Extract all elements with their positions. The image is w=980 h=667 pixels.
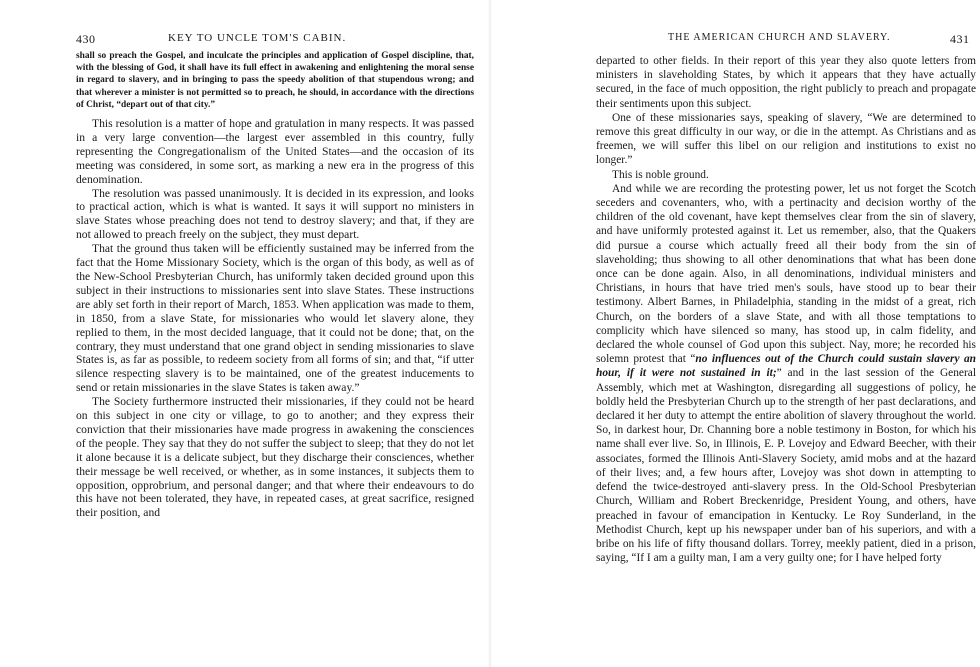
right-page bbox=[490, 0, 980, 667]
paragraph: The resolution was passed unanimously. It is decided in its expression, and looks to practical action, which is what is wanted. It says it will support no ministers in slave States whose preaching does not tend to destroy slavery; and that, if they are not allowed to preach freely on the subject, they must depart. bbox=[76, 186, 474, 242]
right-running-head: THE AMERICAN CHURCH AND SLAVERY. bbox=[668, 32, 891, 43]
italic-quote: no influences out of the Church could sustain slavery an hour, if it were not sustained in it; bbox=[596, 353, 976, 380]
paragraph: The Society furthermore instructed their missionaries, if they could not be heard on this subject in one city or village, to go to another; and they express their conviction that their missionaries have made progress in awakening the consciences of the people. They say that they do not suffer the subject to sleep; that they do not let it alone because it is a delicate subject, but they discharge their consciences, whether their message be well received, or whether, as in some instances, it subjects them to opposition, opprobrium, and personal danger; and that where their endeavours to do this have not been tolerated, they have, in repeated cases, at great sacrifice, resigned their position, and bbox=[76, 395, 474, 520]
continued-paragraph: departed to other fields. In their report of this year they also quote letters from ministers in slaveholding States, by which it appears that they have actually secured, in the face of much opposition, the right publicly to preach and propagate their sentiments upon this subject. bbox=[596, 55, 976, 110]
paragraph: That the ground thus taken will be efficiently sustained may be inferred from the fact that the Home Missionary Society, which is the organ of this body, as well as of the New-School Presbyterian Church, has uniformly taken decided ground upon this subject in their instructions to missionaries sent into slave States. These instructions are ably set forth in their report of March, 1853. When application was made to them, in 1850, from a slave State, for missionaries who would let slavery alone, they replied to them, in the most decided language, that it could not be done; that, on the contrary, they must understand that one grand object in sending missionaries to slave States is, as far as possible, to redeem society from all forms of sin; and that, “if utter silence respecting slavery is to be maintained, one of the greatest inducements to send or retain missionaries in the slave States is taken away.” bbox=[76, 242, 474, 395]
text-run: And while we are recording the protesting power, let us not forget the Scotch seceders and covenanters, who, with a pertinacity and decision worthy of the children of the old covenant, have kept themselves clear from the sin of slavery, and have uniformly protested against it. Let us remember, also, that the Quakers did pursue a course which actually freed all their body from the sin of slaveholding; thus showing to all other denominations that what has been done once can be done again. Also, in all denominations, individual ministers and Christians, in hours that have tried men's souls, have stood up to bear their testimony. Albert Barnes, in Philadelphia, standing in the midst of a great, rich Church, on the borders of a slave State, and with all those temptations to complicity which have silenced so many, has stood up, in calm fidelity, and declared the whole counsel of God upon this subject. Nay, more; he recorded his solemn protest that “ bbox=[596, 182, 976, 366]
paragraph: This resolution is a matter of hope and gratulation in many respects. It was passed in a very large convention—the largest ever assembled in this country, fully representing the Congregationalism of the United States—and the occasion of its meeting was considered, in some sort, as marking a new era in the progress of this denomination. bbox=[76, 117, 474, 186]
paragraph: This is noble ground. bbox=[612, 168, 709, 181]
paragraph-with-italic-quote bbox=[596, 182, 976, 565]
left-running-head: KEY TO UNCLE TOM'S CABIN. bbox=[168, 32, 347, 44]
paragraph: One of these missionaries says, speaking of slavery, “We are determined to remove this great difficulty in our way, or die in the attempt. As Christians and as freemen, we will suffer this libel on our religion and institutions to exist no longer.” bbox=[596, 111, 976, 167]
left-page-number: 430 bbox=[76, 32, 96, 46]
text-run: ” and in the last session of the General Assembly, which met at Washington, disregarding all suggestions of policy, he boldly held the Presbyterian Church up to the strength of her past declarations, and declared it her duty to attempt the entire abolition of slavery throughout the world. So, in darkest hour, Dr. Channing bore a noble testimony in Boston, for which his name shall ever live. So, in Illinois, E. P. Lovejoy and Edward Beecher, with their associates, formed the Illinois Anti-Slavery Society, amid mobs and at the hazard of their lives; and, a few hours after, Lovejoy was shot down in attempting to defend the twice-destroyed anti-slavery press. In the Old-School Presbyterian Church, William and Robert Breckenridge, President Young, and others, have preached in favour of emancipation in Kentucky. Le Roy Sunderland, in the Methodist Church, kept up his newspaper under ban of his superiors, and with a bribe on his life of fifty thousand dollars. Torrey, meekly patient, died in a prison, saying, “If I am a guilty man, I am a very guilty one; for I have helped forty bbox=[596, 367, 976, 565]
block-quote: shall so preach the Gospel, and inculcate the principles and application of Gospel discipline, that, with the blessing of God, it shall have its full effect in awakening and enlightening the moral sense in regard to slavery, and in bringing to pass the speedy abolition of that stupendous wrong; and that wherever a minister is not permitted so to preach, he should, in accordance with the directions of Christ, “depart out of that city.” bbox=[76, 51, 474, 110]
right-text-column bbox=[596, 54, 976, 565]
right-page-number: 431 bbox=[950, 32, 970, 46]
left-text-column bbox=[76, 50, 474, 520]
